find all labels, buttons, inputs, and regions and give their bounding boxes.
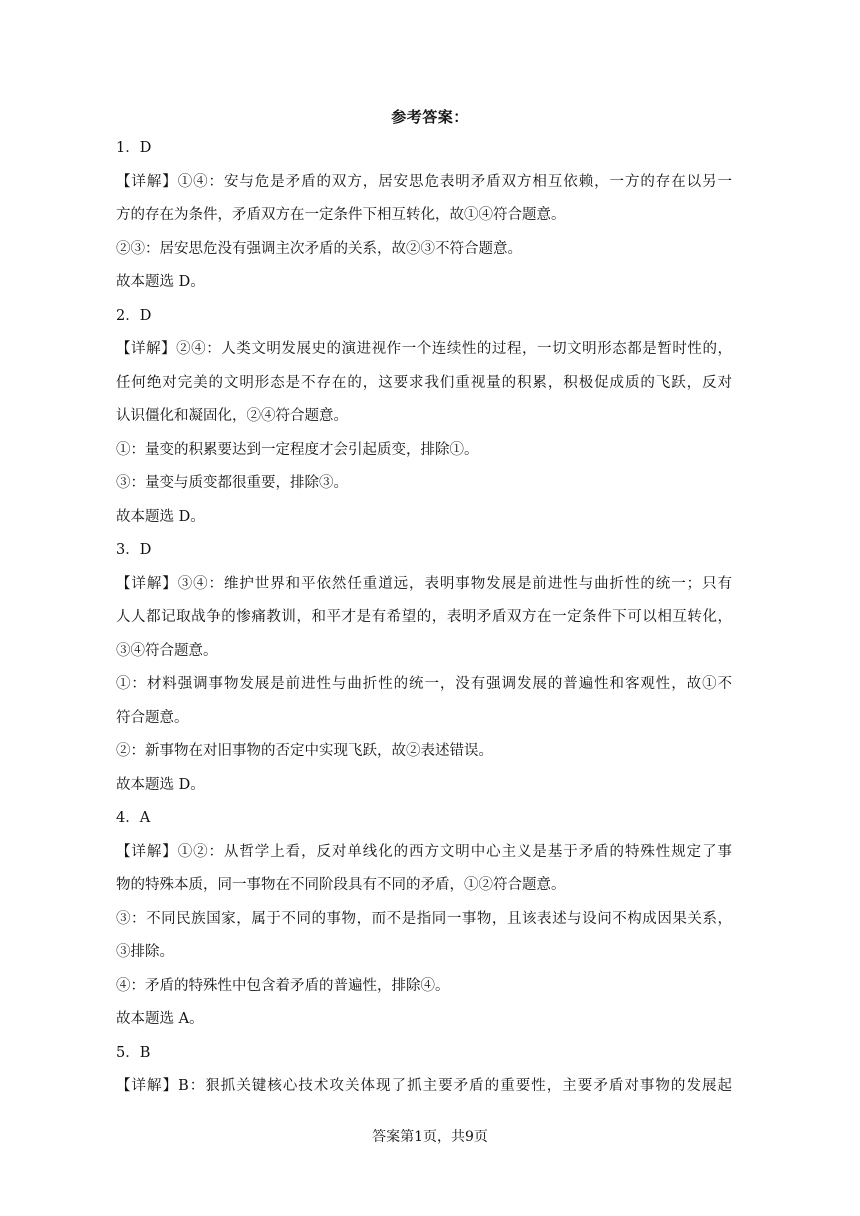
text-line: ③排除。 — [116, 944, 174, 960]
text-line: ②③：居安思危没有强调主次矛盾的关系，故②③不符合题意。 — [116, 240, 522, 257]
text-line: 任何绝对完美的文明形态是不存在的，这要求我们重视量的积累，积极促成质的飞跃，反对 — [116, 374, 732, 391]
text-line: 方的存在为条件，矛盾双方在一定条件下相互转化，故①④符合题意。 — [116, 207, 566, 223]
text-line: 【详解】①②：从哲学上看，反对单线化的西方文明中心主义是基于矛盾的特殊性规定了事 — [116, 843, 732, 860]
text-line: 【详解】①④：安与危是矛盾的双方，居安思危表明矛盾双方相互依赖，一方的存在以另一 — [116, 173, 732, 190]
answer-content — [116, 132, 732, 1104]
text-line: 故本题选 D。 — [116, 274, 205, 290]
text-line: ①：材料强调事物发展是前进性与曲折性的统一，没有强调发展的普遍性和客观性，故①不 — [116, 676, 732, 692]
text-line: ②：新事物在对旧事物的否定中实现飞跃，故②表述错误。 — [116, 743, 493, 759]
page-title: 参考答案： — [391, 108, 469, 126]
text-line: 【详解】B：狠抓关键核心技术攻关体现了抓主要矛盾的重要性，主要矛盾对事物的发展起 — [116, 1078, 732, 1094]
text-line: ③：不同民族国家，属于不同的事物，而不是指同一事物，且该表述与设问不构成因果关系， — [116, 910, 732, 927]
text-line: 5．B — [116, 1044, 151, 1061]
text-line: 符合题意。 — [116, 709, 189, 726]
text-line: 物的特殊本质，同一事物在不同阶段具有不同的矛盾，①②符合题意。 — [116, 877, 566, 893]
text-line: 人人都记取战争的惨痛教训，和平才是有希望的，表明矛盾双方在一定条件下可以相互转化， — [116, 609, 732, 625]
text-line: 故本题选 A。 — [116, 1011, 204, 1027]
text-line: 认识僵化和凝固化，②④符合题意。 — [116, 408, 348, 424]
text-line: 2．D — [116, 307, 152, 324]
text-line: ①：量变的积累要达到一定程度才会引起质变，排除①。 — [116, 441, 479, 458]
text-line: 【详解】③④：维护世界和平依然任重道远，表明事物发展是前进性与曲折性的统一；只有 — [116, 575, 732, 592]
text-line: ④：矛盾的特殊性中包含着矛盾的普遍性，排除④。 — [116, 977, 450, 994]
text-line: 故本题选 D。 — [116, 508, 205, 525]
text-line: ③：量变与质变都很重要，排除③。 — [116, 475, 348, 491]
text-line: 1．D — [116, 140, 152, 156]
text-line: 故本题选 D。 — [116, 776, 205, 793]
text-line: 4．A — [116, 810, 151, 826]
text-line: 3．D — [116, 542, 152, 558]
page-footer: 答案第1页，共9页 — [372, 1129, 488, 1145]
text-line: 【详解】②④：人类文明发展史的演进视作一个连续性的过程，一切文明形态都是暂时性的， — [116, 341, 732, 357]
text-line: ③④符合题意。 — [116, 642, 218, 659]
